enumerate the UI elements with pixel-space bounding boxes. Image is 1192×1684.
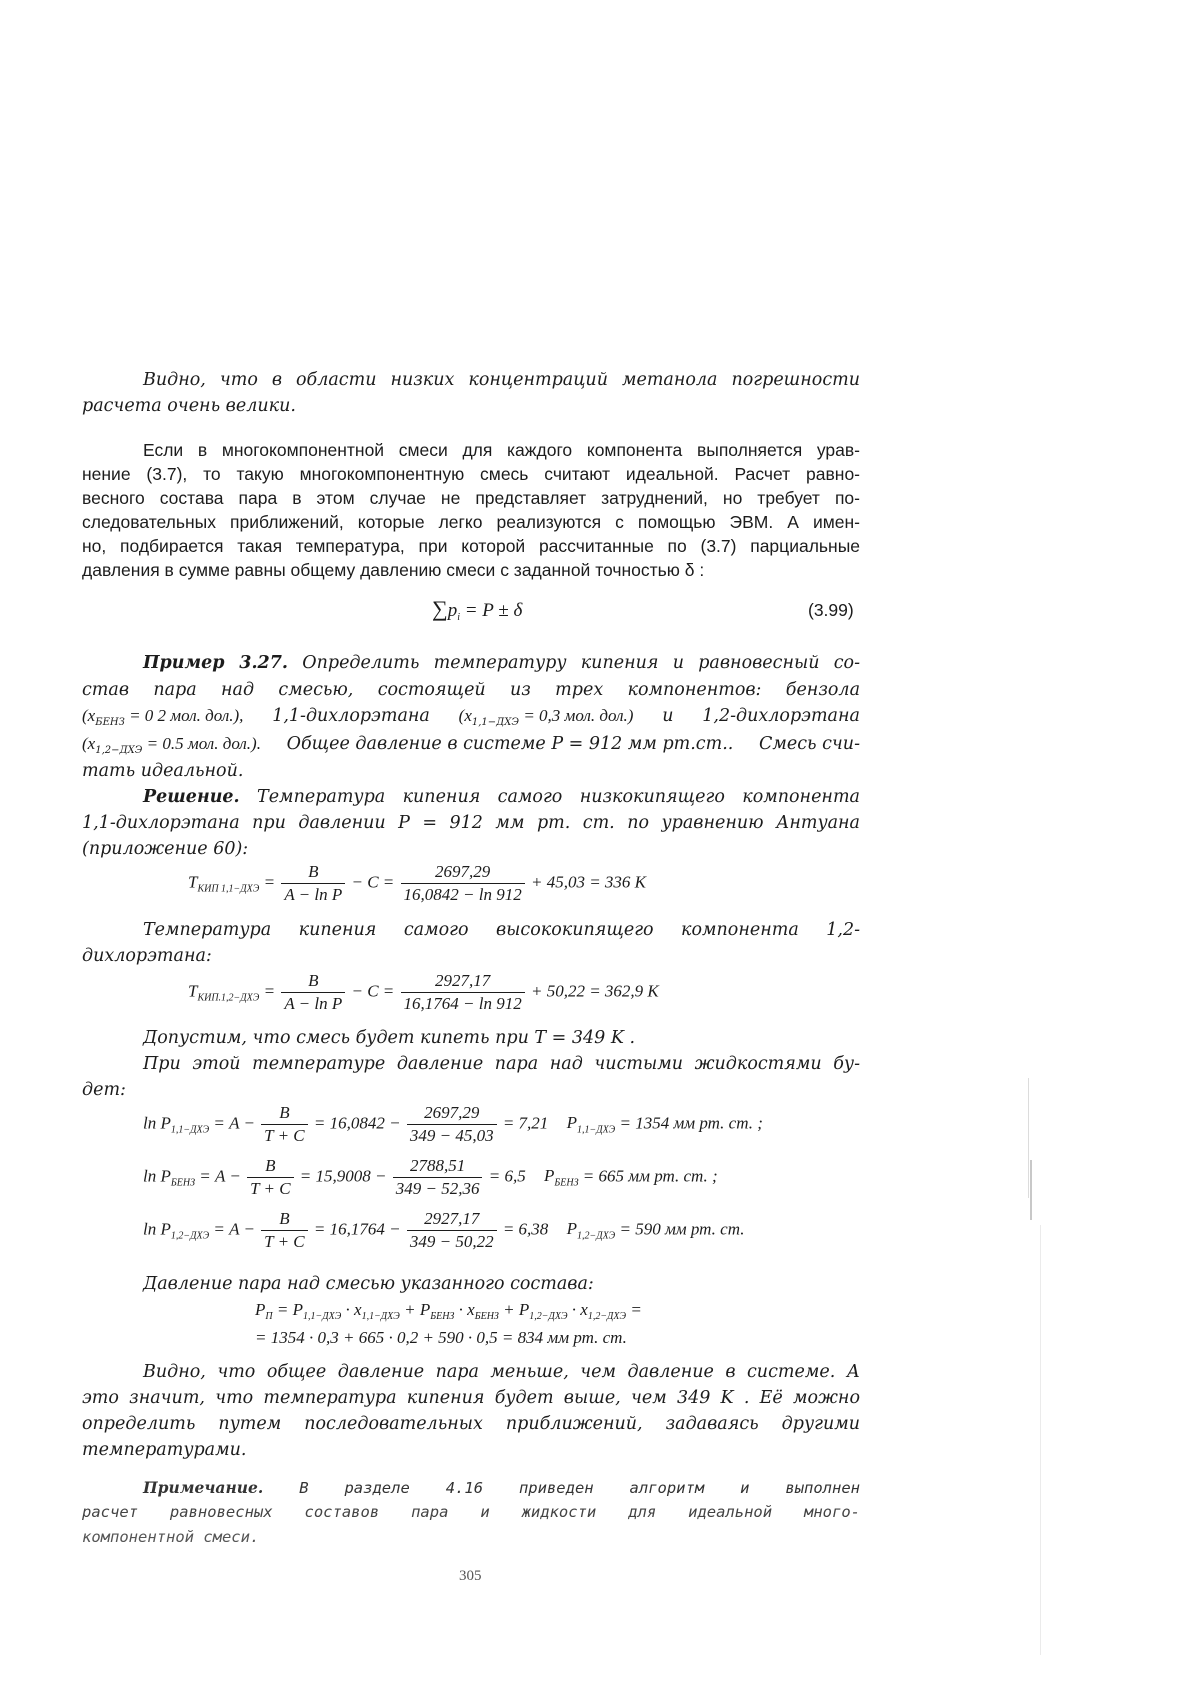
equation-3-99 [432,596,522,623]
sum-term: p [447,600,458,621]
dce11-fraction: ($x_{1,1-ДХЭ} = 0,3$ мол. дол.) [458,706,634,728]
antoine-eq-low-boiling: $T_{КИП 1,1-ДХЭ}$ = $\frac{B}{\text{A − ln P}}$ − C = $\frac{2697,29}{16,0842 - \ln 912}$ + 45,03 = 336 K [188,862,647,904]
total-vapor-pressure-line-2: = 1354 · 0,3 + 665 · 0,2 + 590 · 0,5 = 834 мм рт. ст. [255,1328,627,1347]
antoine-eq-high-boiling: $T_{КИП.1,2-ДХЭ}$ = $\frac{B}{\text{A − ln P}}$ − C = $\frac{2927,17}{16,1764 - \ln 912}$ + 50,22 = 362,9 K [188,971,659,1013]
dce11-name: 1,1-дихлорэтана [272,706,430,726]
vapor-pressure-dce11: $\ln P_{1,1-ДХЭ} = A$ − $\frac{B}{T + C}$ = 16,0842 − $\frac{2697,29}{349 - 45,03}$ = 7,21 $P_{1,1-ДХЭ} = 1354$ мм рт. ст. ; [143,1103,763,1145]
example-text-4-end: Смесь счи- [758,734,860,754]
vapor-pressure-dce12: $\ln P_{1,2-ДХЭ} = A$ − $\frac{B}{T + C}$ = 16,1764 − $\frac{2927,17}{349 - 50,22}$ = 6,38 $P_{1,2-ДХЭ} = 590$ мм рт. ст. [143,1209,745,1251]
fraction-b-over-a-lnp: $\frac{B}{\text{A − ln P}}$ [281,971,345,1014]
dce12-name: 1,2-дихлорэтана [702,706,860,726]
solution-line-5: дихлорэтана: [82,946,212,966]
solution-line-6: Допустим, что смесь будет кипеть при T = 349 K . [143,1028,636,1048]
note-line-1: Примечание. В разделе 4.16 приведен алгоритм и выполнен [143,1478,860,1497]
solution-line-8: дет: [82,1080,126,1100]
paragraph-line-4: следовательных приближений, которые легко реализуются с помощью ЭВМ. А имен- [82,512,860,532]
paragraph-line-5: но, подбирается такая температура, при которой рассчитанные по (3.7) парциальные [82,536,860,556]
scan-artifact-line [1028,1078,1029,1198]
example-text-1: Определить температуру кипения и равновесный со- [302,653,860,673]
note-line-3: компонентной смеси. [82,1528,260,1546]
paragraph-line-2: нение (3.7), то такую многокомпонентную смесь считают идеальной. Расчет равно- [82,464,860,484]
conclusion-line-4: температурами. [82,1440,247,1460]
total-vapor-pressure-line-1: $P_П = P_{1,1-ДХЭ} \cdot x_{1,1-ДХЭ} + P_{БЕНЗ} \cdot x_{БЕНЗ} + P_{1,2-ДХЭ} \cdot x_{1,2-ДХЭ}$ = [255,1300,642,1322]
solution-line-1: Решение. Температура кипения самого низкокипящего компонента [143,787,860,807]
example-line-1 [143,653,860,673]
paragraph-line-6: давления в сумме равны общему давлению смеси с заданной точностью δ : [82,560,705,580]
fraction-numeric: $\frac{2697,29}{16,0842 - \ln 912}$ [401,862,525,905]
note-line-2: расчет равновесных составов пара и жидкости для идеальной много- [82,1503,860,1521]
fraction-b-over-a-lnp: $\frac{B}{\text{A − ln P}}$ [281,862,345,905]
example-line-5: тать идеальной. [82,761,244,781]
example-line-4 [82,734,860,756]
solution-line-9: Давление пара над смесью указанного состава: [143,1274,594,1294]
example-label: Пример 3.27. [143,653,288,673]
solution-label: Решение. [143,787,240,807]
scan-artifact-mark [1030,1160,1032,1220]
scan-artifact-edge [1040,1225,1041,1655]
dce12-fraction: ($x_{1,2-ДХЭ} = 0.5$ мол. дол.). [82,734,261,756]
page-number: 305 [459,1568,482,1584]
example-line-3 [82,706,860,728]
intro-line-1: Видно, что в области низких концентраций метанола погрешности [143,370,860,390]
intro-line-2: расчета очень велики. [82,396,296,416]
conjunction-and: и [662,706,674,726]
fraction-numeric: $\frac{2927,17}{16,1764 - \ln 912}$ [401,971,525,1014]
total-pressure: Общее давление в системе P = 912 мм рт.ст.. [286,734,734,754]
paragraph-line-3: весного состава пара в этом случае не представляет затруднений, но требует по- [82,488,860,508]
sum-index: i [457,612,460,623]
benzene-fraction: ($x_{БЕНЗ} = 0$ 2 мол. дол.), [82,706,244,728]
conclusion-line-2: это значит, что температура кипения будет выше, чем 349 K . Её можно [82,1388,860,1408]
vapor-pressure-benzene: $\ln P_{БЕНЗ} = A$ − $\frac{B}{T + C}$ = 15,9008 − $\frac{2788,51}{349 - 52,36}$ = 6,5 $P_{БЕНЗ} = 665$ мм рт. ст. ; [143,1156,718,1198]
sum-symbol: ∑ [432,596,448,621]
equation-number: (3.99) [808,600,854,620]
example-line-2: став пара над смесью, состоящей из трех компонентов: бензола [82,680,860,700]
solution-line-3: (приложение 60): [82,839,249,859]
note-label: Примечание. [143,1478,264,1497]
solution-line-2: 1,1-дихлорэтана при давлении P = 912 мм рт. ст. по уравнению Антуана [82,813,860,833]
conclusion-line-3: определить путем последовательных приближений, задаваясь другими [82,1414,860,1434]
paragraph-line-1: Если в многокомпонентной смеси для каждого компонента выполняется урав- [143,440,860,460]
conclusion-line-1: Видно, что общее давление пара меньше, чем давление в системе. А [143,1362,860,1382]
sum-rhs: = P ± δ [459,600,523,621]
solution-line-4: Температура кипения самого высококипящего компонента 1,2- [143,920,860,940]
solution-line-7: При этой температуре давление пара над чистыми жидкостями бу- [143,1054,860,1074]
